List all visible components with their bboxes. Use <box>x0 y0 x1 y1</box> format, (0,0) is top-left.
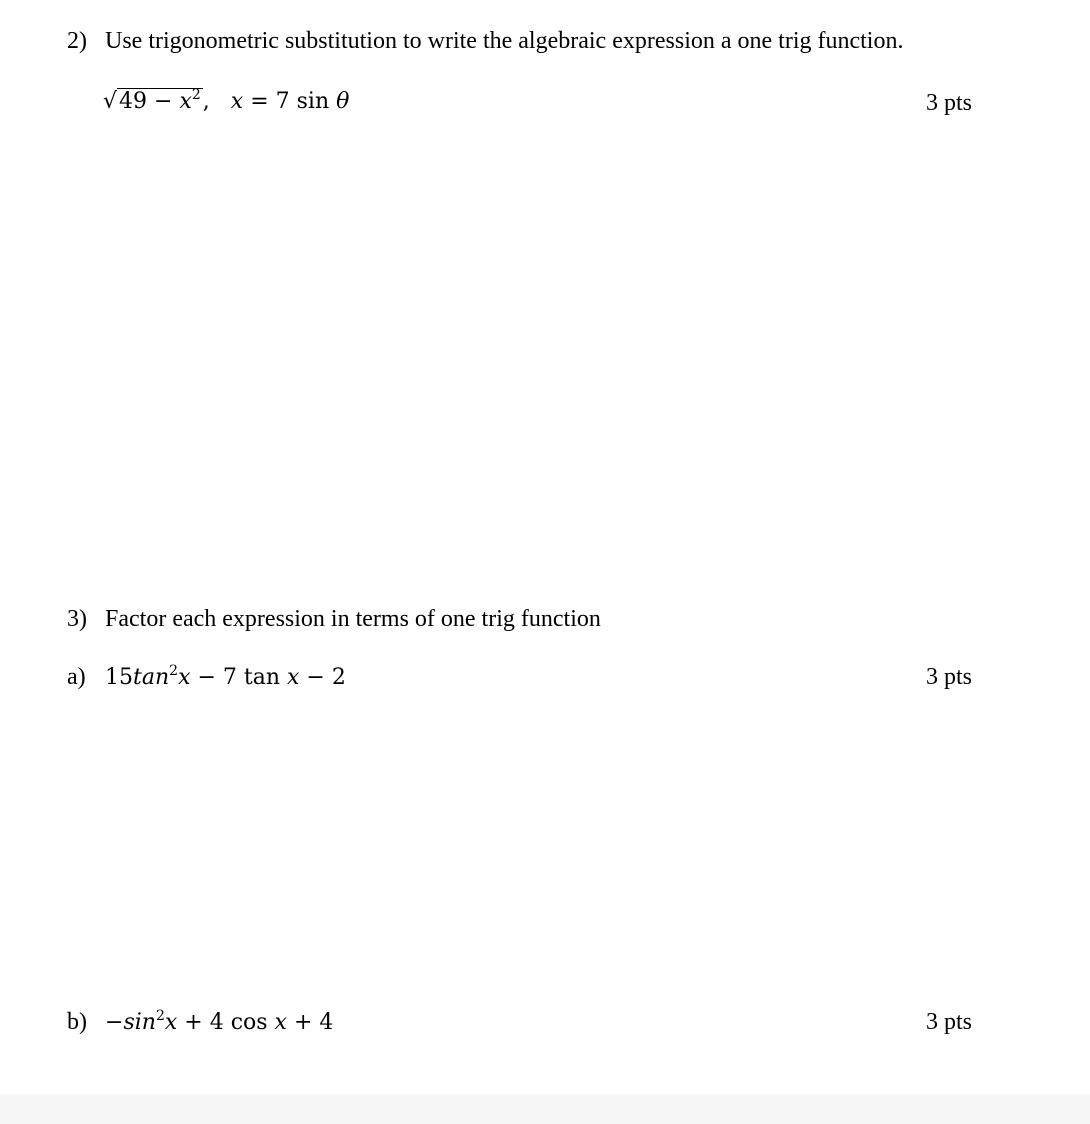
part-b-middle-term: + 4 cos <box>177 1010 275 1035</box>
radicand <box>117 88 203 115</box>
part-b-points: 3 pts <box>926 1009 973 1035</box>
question-2-heading <box>67 26 903 56</box>
radicand-constant: 49 − <box>119 89 180 114</box>
part-b-variable: x <box>164 1010 178 1035</box>
radicand-variable: x <box>179 89 192 114</box>
part-b-constant-term: + 4 <box>286 1010 334 1035</box>
part-a-middle-term: − 7 tan <box>190 665 288 690</box>
part-a-label: a) <box>67 664 86 690</box>
question-3-heading <box>67 604 601 634</box>
part-a-function: tan <box>133 665 170 690</box>
question-3-number: 3) <box>67 606 87 632</box>
part-b-row <box>67 1007 333 1038</box>
part-a-exponent: 2 <box>169 663 179 679</box>
part-a-constant-term: − 2 <box>299 665 346 690</box>
part-b-minus: − <box>105 1010 124 1035</box>
part-b-variable-2: x <box>274 1010 287 1035</box>
radical-sign: √ <box>103 89 118 114</box>
part-a-row <box>67 662 346 693</box>
question-3-text: Factor each expression in terms of one trig function <box>105 606 601 632</box>
theta-symbol: θ <box>336 89 350 114</box>
question-2-points: 3 pts <box>926 90 973 116</box>
expression-separator: , <box>202 89 210 114</box>
question-2-number: 2) <box>67 28 87 54</box>
page-bottom-strip <box>0 1094 1090 1124</box>
part-b-expression <box>105 1010 333 1035</box>
question-2-text: Use trigonometric substitution to write the algebraic expression a one trig function. <box>105 28 904 54</box>
radicand-exponent: 2 <box>191 87 201 103</box>
substitution-equation: = 7 sin <box>243 89 337 114</box>
part-a-variable: x <box>178 665 191 690</box>
part-a-coefficient: 15 <box>105 665 133 690</box>
part-a-variable-2: x <box>287 665 300 690</box>
square-root <box>103 87 203 117</box>
part-a-points: 3 pts <box>926 664 973 690</box>
question-2-expression <box>103 87 349 117</box>
substitution-variable: x <box>230 89 244 114</box>
part-b-label: b) <box>67 1009 87 1035</box>
part-b-function: sin <box>123 1010 156 1035</box>
part-b-exponent: 2 <box>155 1008 165 1024</box>
part-a-expression <box>105 665 346 690</box>
